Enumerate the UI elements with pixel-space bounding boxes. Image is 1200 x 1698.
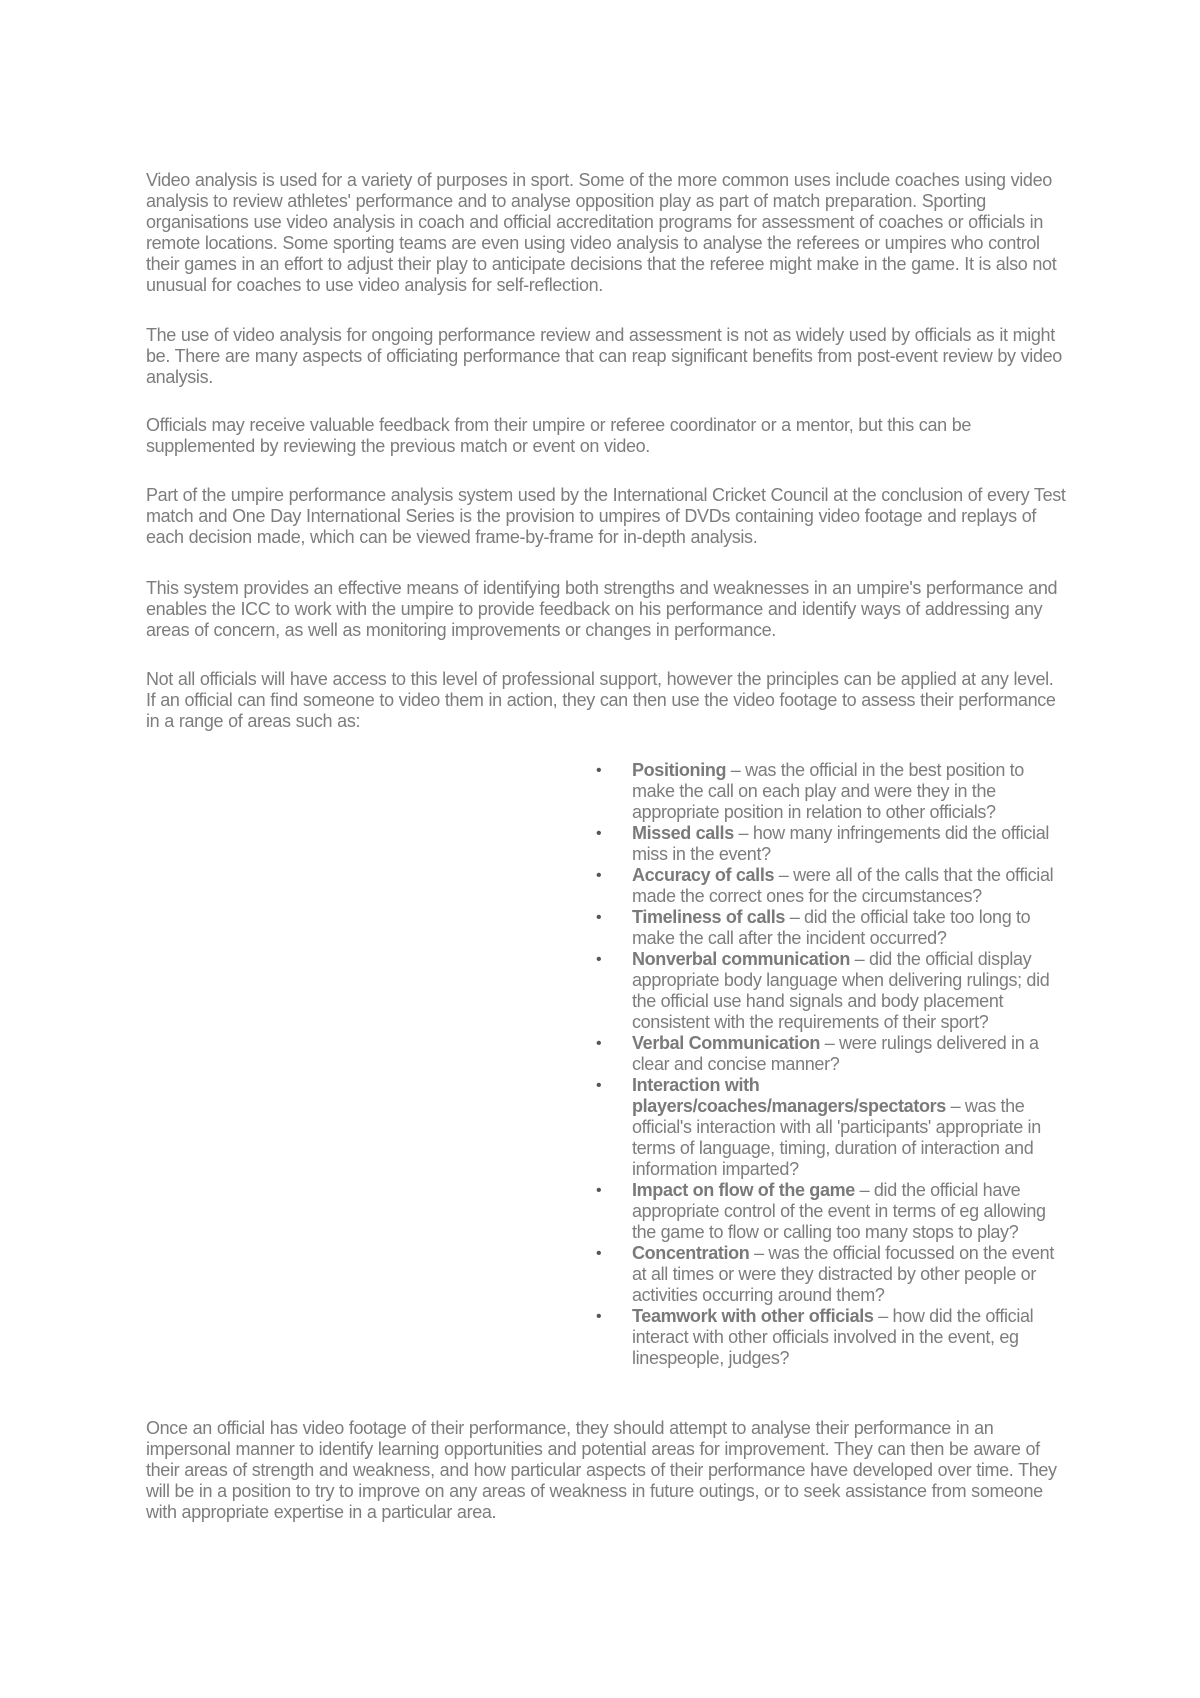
list-item bbox=[596, 1180, 1066, 1243]
criteria-term: Positioning bbox=[632, 760, 727, 780]
bullet-icon: • bbox=[596, 762, 602, 779]
criteria-term: Accuracy of calls bbox=[632, 865, 775, 885]
criteria-term: Concentration bbox=[632, 1243, 750, 1263]
paragraph-video-analysis-uses: Video analysis is used for a variety of purposes in sport. Some of the more common uses include coaches using video analysis to review athletes' performance and to analyse opposition play as part of match preparation. Sporting organisations use video analysis in coach and official accreditation programs for assessment of coaches or officials in remote locations. Some sporting teams are even using video analysis to analyse the referees or umpires who control their games in an effort to adjust their play to anticipate decisions that the referee might make in the game. It is also not unusual for coaches to use video analysis for self-reflection. bbox=[146, 170, 1057, 295]
criteria-description: – did the official have appropriate control of the event in terms of eg allowing the game to flow or calling too many stops to play? bbox=[632, 1180, 1046, 1242]
list-item bbox=[596, 1243, 1066, 1306]
criteria-term: Nonverbal communication bbox=[632, 949, 850, 969]
criteria-term: Interaction with players/coaches/managers/spectators bbox=[632, 1075, 946, 1116]
paragraph-principles: Not all officials will have access to this level of professional support, however the principles can be applied at any level. If an official can find someone to video them in action, they can then use the video footage to assess their performance in a range of areas such as: bbox=[146, 669, 1056, 731]
paragraph-conclusion: Once an official has video footage of their performance, they should attempt to analyse their performance in an impersonal manner to identify learning opportunities and potential areas for improvement. They can then be aware of their areas of strength and weakness, and how particular aspects of their performance have developed over time. They will be in a position to try to improve on any areas of weakness in future outings, or to seek assistance from someone with appropriate expertise in a particular area. bbox=[146, 1418, 1057, 1522]
criteria-description: – was the official focussed on the event at all times or were they distracted by other people or activities occurring around them? bbox=[632, 1243, 1054, 1305]
criteria-description: – were all of the calls that the official made the correct ones for the circumstances? bbox=[632, 865, 1054, 906]
criteria-description: – how did the official interact with other officials involved in the event, eg linespeople, judges? bbox=[632, 1306, 1034, 1368]
criteria-description: – did the official take too long to make the call after the incident occurred? bbox=[632, 907, 1031, 948]
list-item bbox=[596, 823, 1066, 865]
list-item bbox=[596, 949, 1066, 1033]
bullet-icon: • bbox=[596, 867, 602, 884]
bullet-icon: • bbox=[596, 825, 602, 842]
bullet-icon: • bbox=[596, 1035, 602, 1052]
criteria-term: Teamwork with other officials bbox=[632, 1306, 874, 1326]
bullet-icon: • bbox=[596, 1245, 602, 1262]
criteria-term: Verbal Communication bbox=[632, 1033, 821, 1053]
assessment-criteria-list bbox=[596, 760, 1066, 1369]
list-item bbox=[596, 760, 1066, 823]
paragraph-icc-system: Part of the umpire performance analysis system used by the International Cricket Council at the conclusion of every Test match and One Day International Series is the provision to umpires of DVDs containing video footage and replays of each decision made, which can be viewed frame-by-frame for in-depth analysis. bbox=[146, 485, 1066, 547]
criteria-description: – was the official's interaction with all 'participants' appropriate in terms of language, timing, duration of interaction and information imparted? bbox=[632, 1096, 1041, 1179]
list-item bbox=[596, 1306, 1066, 1369]
list-item bbox=[596, 865, 1066, 907]
list-item bbox=[596, 1033, 1066, 1075]
criteria-description: – how many infringements did the official miss in the event? bbox=[632, 823, 1050, 864]
bullet-icon: • bbox=[596, 1308, 602, 1325]
bullet-icon: • bbox=[596, 1077, 602, 1094]
list-item bbox=[596, 907, 1066, 949]
bullet-icon: • bbox=[596, 909, 602, 926]
criteria-description: – were rulings delivered in a clear and concise manner? bbox=[632, 1033, 1039, 1074]
criteria-term: Timeliness of calls bbox=[632, 907, 786, 927]
paragraph-system-benefits: This system provides an effective means of identifying both strengths and weaknesses in an umpire's performance and enables the ICC to work with the umpire to provide feedback on his performance and identify ways of addressing any areas of concern, as well as monitoring improvements or changes in performance. bbox=[146, 578, 1058, 640]
criteria-description: – did the official display appropriate body language when delivering rulings; did the official use hand signals and body placement consistent with the requirements of their sport? bbox=[632, 949, 1050, 1032]
bullet-icon: • bbox=[596, 951, 602, 968]
paragraph-feedback: Officials may receive valuable feedback from their umpire or referee coordinator or a mentor, but this can be supplemented by reviewing the previous match or event on video. bbox=[146, 415, 972, 456]
list-item bbox=[596, 1075, 1066, 1180]
bullet-icon: • bbox=[596, 1182, 602, 1199]
criteria-description: – was the official in the best position to make the call on each play and were they in the appropriate position in relation to other officials? bbox=[632, 760, 1024, 822]
paragraph-ongoing-review: The use of video analysis for ongoing performance review and assessment is not as widely used by officials as it might be. There are many aspects of officiating performance that can reap significant benefits from post-event review by video analysis. bbox=[146, 325, 1062, 387]
criteria-term: Impact on flow of the game bbox=[632, 1180, 855, 1200]
criteria-term: Missed calls bbox=[632, 823, 734, 843]
